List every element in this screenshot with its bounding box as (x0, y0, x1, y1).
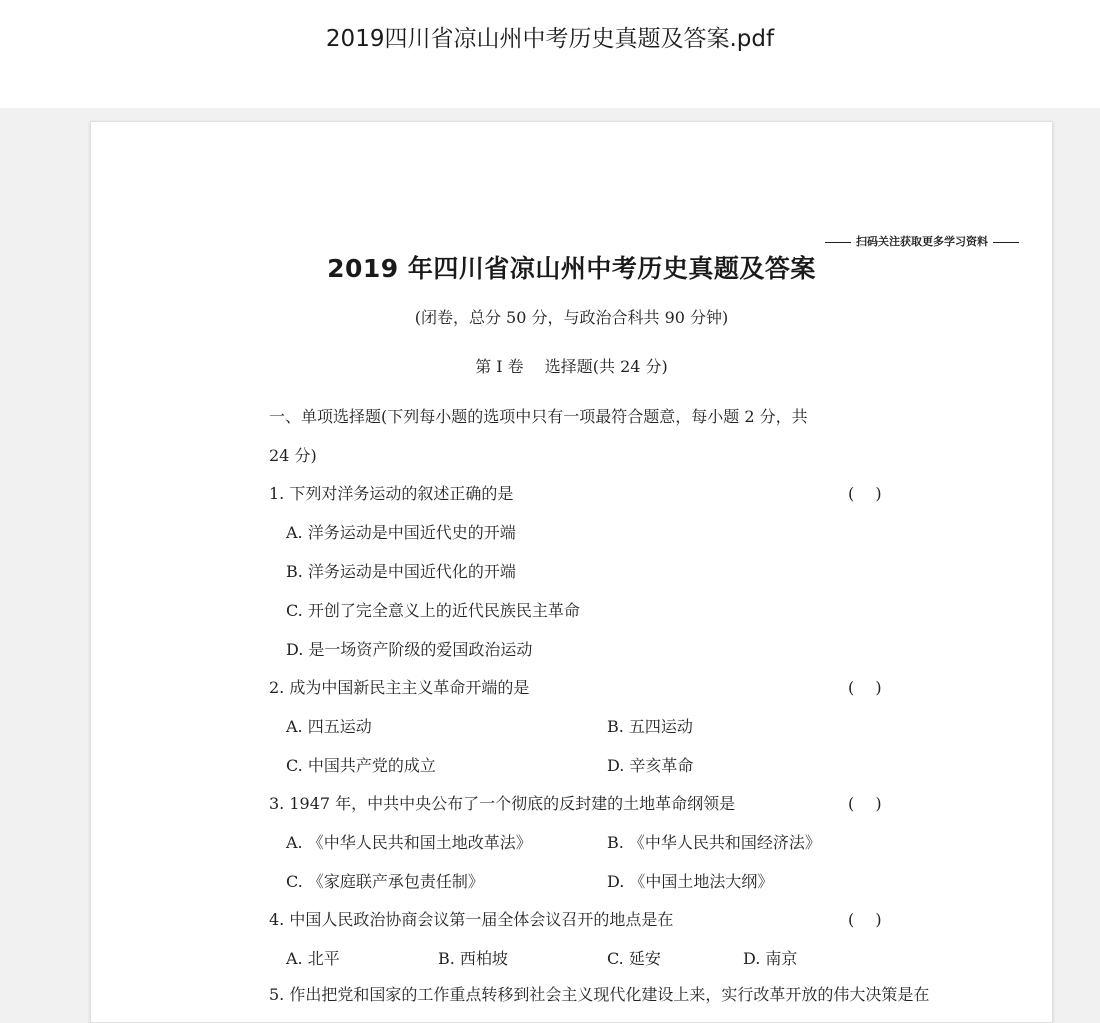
option: C. 开创了完全意义上的近代民族民主革命 (286, 601, 580, 620)
section-heading: 一、单项选择题(下列每小题的选项中只有一项最符合题意，每小题 2 分，共 (269, 407, 808, 426)
header-bar (0, 0, 1100, 108)
file-title: 2019四川省凉山州中考历史真题及答案.pdf (325, 26, 775, 52)
option: A. 洋务运动是中国近代史的开端 (286, 523, 516, 542)
answer-paren: ( ) (848, 678, 882, 697)
question-stem-partial: 5. 作出把党和国家的工作重点转移到社会主义现代化建设上来，实行改革开放的伟大决策是在 (269, 985, 930, 1004)
option: D. 辛亥革命 (607, 756, 694, 775)
dash-right-icon (993, 242, 1019, 243)
question-stem: 2. 成为中国新民主主义革命开端的是 (269, 678, 530, 697)
answer-paren: ( ) (848, 910, 882, 929)
part-heading: 第 I 卷 选择题(共 24 分) (475, 357, 668, 376)
option: D. 是一场资产阶级的爱国政治运动 (286, 640, 533, 659)
option: C. 延安 (607, 949, 661, 968)
qr-note (820, 233, 1024, 249)
dash-left-icon (825, 242, 851, 243)
question-stem: 3. 1947 年，中共中央公布了一个彻底的反封建的土地革命纲领是 (269, 794, 736, 813)
section-heading-cont: 24 分) (269, 446, 317, 465)
option: B. 西柏坡 (438, 949, 508, 968)
option: B. 《中华人民共和国经济法》 (607, 833, 821, 852)
question-stem: 1. 下列对洋务运动的叙述正确的是 (269, 484, 514, 503)
pdf-viewer[interactable] (0, 108, 1100, 1004)
option: B. 五四运动 (607, 717, 693, 736)
option: A. 北平 (286, 949, 340, 968)
option: B. 洋务运动是中国近代化的开端 (286, 562, 516, 581)
document-title: 2019 年四川省凉山州中考历史真题及答案 (327, 254, 816, 283)
option: D. 南京 (743, 949, 798, 968)
answer-paren: ( ) (848, 794, 882, 813)
qr-note-text: 扫码关注获取更多学习资料 (856, 235, 988, 248)
option: D. 《中国土地法大纲》 (607, 872, 774, 891)
pdf-page (90, 121, 1053, 1023)
option: A. 《中华人民共和国土地改革法》 (286, 833, 532, 852)
option: A. 四五运动 (286, 717, 372, 736)
option: C. 中国共产党的成立 (286, 756, 436, 775)
option: C. 《家庭联产承包责任制》 (286, 872, 484, 891)
answer-paren: ( ) (848, 484, 882, 503)
document-subtitle: (闭卷，总分 50 分，与政治合科共 90 分钟) (414, 308, 729, 327)
question-stem: 4. 中国人民政治协商会议第一届全体会议召开的地点是在 (269, 910, 674, 929)
